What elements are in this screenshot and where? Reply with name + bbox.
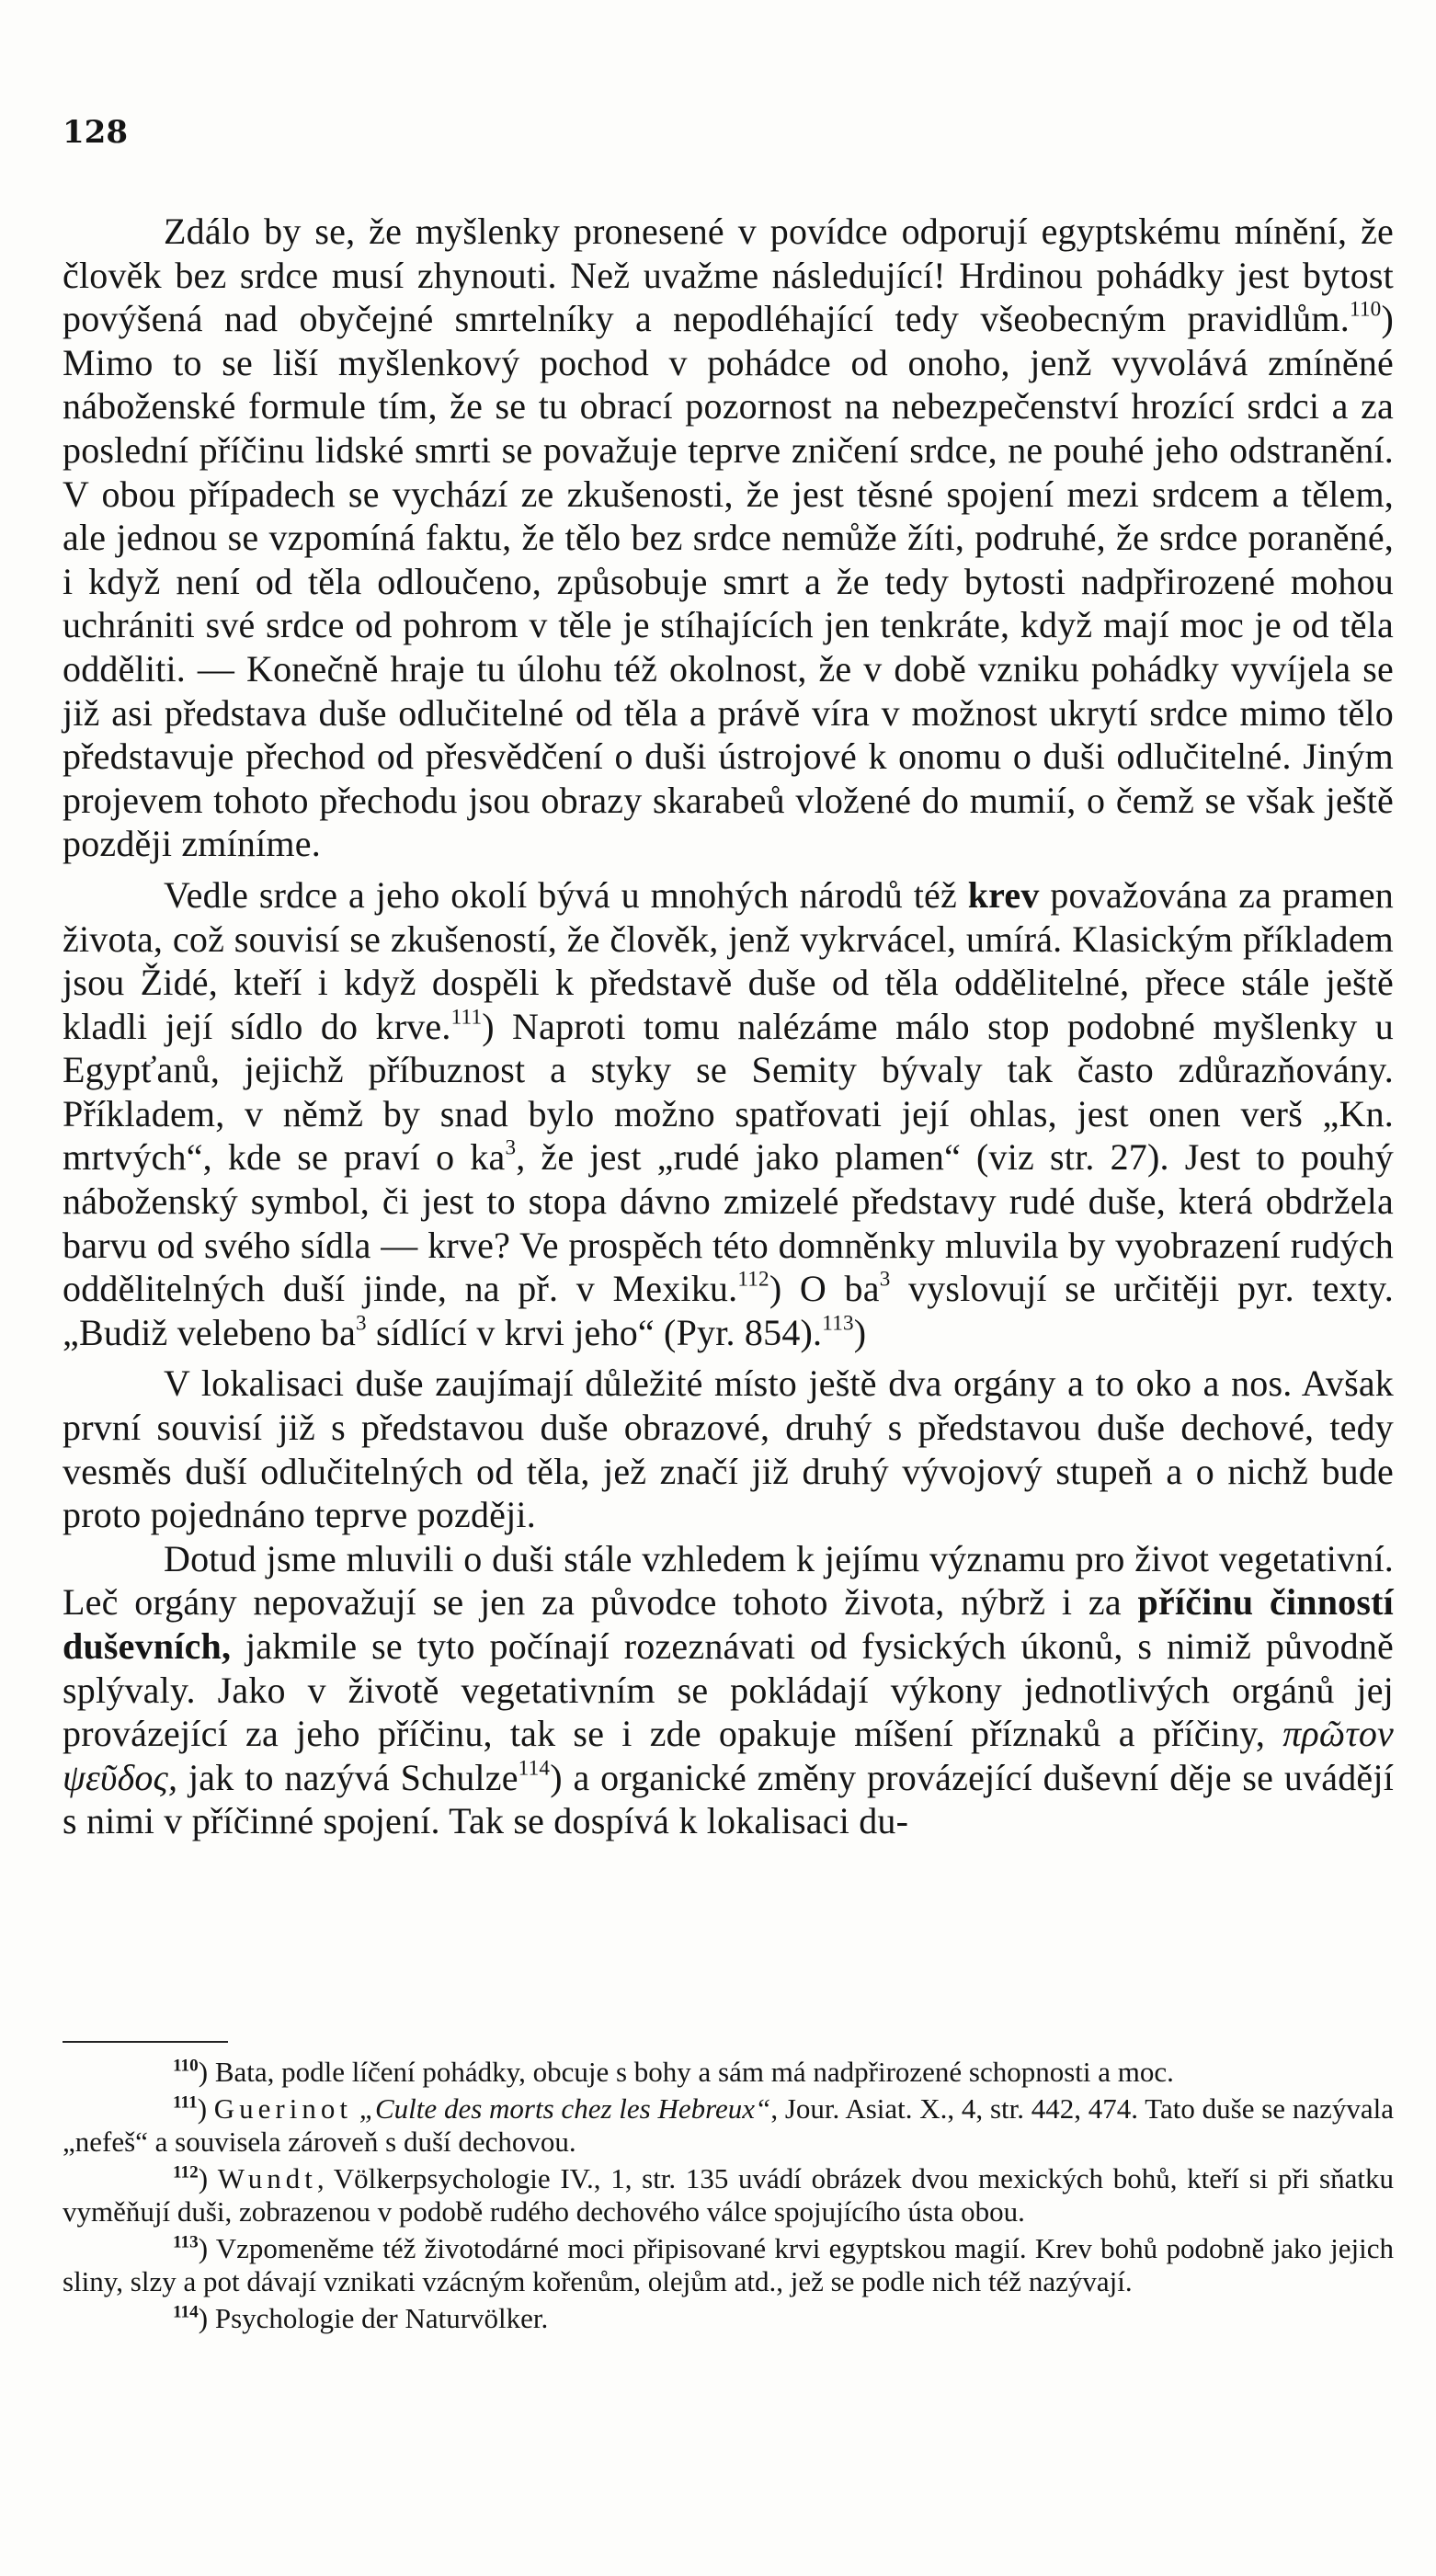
footnote-title: „Culte des morts chez les Hebreux“ [359,2092,771,2125]
superscript-ba: 3 [879,1267,891,1292]
footnote-112 [63,2162,1394,2228]
paragraph-2-text-b: považována za pramen života, což souvisí se zkušeností, že člověk, jenž vykrvácel, umírá. Klasickým příkladem jsou Židé, kteří i když dospěli k představě duše od těla oddělitelné, přece stále ještě kladli její sídlo do krve. [63,873,1394,1047]
paragraph-2-text-g: sídlící v krvi jeho“ (Pyr. 854). [366,1311,823,1353]
paragraph-3: V lokalisaci duše zaujímají důležité místo ještě dva orgány a to oko a nos. Avšak první souvisí již s představou duše obrazové, druhý s představou duše dechové, tedy vesměs duší odlučitelných od těla, jež značí již druhý vývojový stupeň a o nichž bude proto pojednáno teprve později. [63,1362,1394,1536]
paragraph-1-text-a: Zdálo by se, že myšlenky pronesené v povídce odporují egyptskému mínění, že člověk bez srdce musí zhynouti. Než uvažme následující! Hrdinou pohádky jest bytost povýšená nad obyčejné smrtelníky a nepodléhající tedy všeobecným pravidlům. [63,211,1394,340]
footnote-114 [63,2302,1394,2335]
paragraph-2-text-h: ) [853,1311,867,1353]
emphasis-pricinu: příčinu činností duševních, [63,1581,1394,1667]
superscript-ba-2: 3 [356,1311,367,1336]
footnote-110 [63,2056,1394,2089]
footnote-marker: 110 [173,2056,199,2076]
page-number: 128 [63,114,128,151]
footnote-marker: 111 [173,2092,198,2113]
footnote-text: ) Vzpomeněme též životodárné moci připisované krvi egyptskou magií. Krev bohů podobně jako jejich sliny, slzy a pot dávají vznikati vzácným kořenům, olejům atd., jež se podle nich též nazývají. [63,2232,1394,2297]
paragraph-2-text-a: Vedle srdce a jeho okolí bývá u mnohých národů též [164,873,968,916]
superscript-ka: 3 [505,1135,517,1160]
footnote-text: ) Bata, podle líčení pohádky, obcuje s bohy a sám má nadpřirozené schopnosti a moc. [198,2056,1174,2088]
footnote-ref-112[interactable]: 112 [737,1267,769,1292]
paragraph-4-text-a: Dotud jsme mluvili o duši stále vzhledem k jejímu významu pro život vegetativní. Leč orgány nepovažují se jen za původce tohoto života, nýbrž i za [63,1537,1394,1624]
footnote-text: , Völkerpsychologie IV., 1, str. 135 uvádí obrázek dvou mexických bohů, kteří si při sňatku vyměňují duši, zobrazenou v podobě rudého dechového válce spojujícího ústa obou. [63,2162,1394,2228]
paragraph-2-text-e: ) O ba [769,1268,880,1310]
paragraph-4-text-c: jak to nazývá Schulze [177,1756,519,1798]
footnote-paren: ) [198,2162,218,2194]
paragraph-2 [63,873,1394,1355]
paragraph-1 [63,210,1394,866]
footnote-author: Wundt [217,2162,317,2194]
paragraph-2-text-c: ) Naproti tomu nalézáme málo stop podobné myšlenky u Egypťanů, jejichž příbuznost a styky se Semity bývaly tak často zdůrazňovány. Příkladem, v němž by snad bylo možno spatřovati její ohlas, jest onen verš „Kn. mrtvých“, kde se praví o ka [63,1005,1394,1179]
footnote-divider [63,2041,228,2043]
footnote-author: Guerinot [213,2092,352,2125]
paragraph-4-text-b: jakmile se tyto počínají rozeznávati od fysických úkonů, s nimiž původně splývaly. Jako v životě vegetativním se pokládají výkony jednotlivých orgánů jej provázející za jeho příčinu, tak se i zde opakuje míšení příznaků a příčiny, [63,1625,1394,1755]
paragraph-4-text-d: ) a organické změny provázející duševní děje se uvádějí s nimi v příčinné spojení. Tak se dospívá k lokalisaci du- [63,1756,1395,1842]
footnote-111 [63,2092,1394,2159]
emphasis-krev: krev [967,873,1040,916]
body-text [63,210,1394,1843]
footnote-marker: 113 [173,2232,199,2252]
footnote-marker: 114 [173,2302,199,2322]
footnote-113 [63,2232,1394,2298]
footnote-paren: ) [197,2092,214,2125]
footnotes [63,2056,1394,2339]
footnote-ref-110[interactable]: 110 [1349,297,1382,322]
footnote-ref-111[interactable]: 111 [450,1004,483,1029]
paragraph-4 [63,1537,1394,1843]
paragraph-2-text-f: vyslovují se určitěji pyr. texty. „Budiž velebeno ba [63,1268,1394,1353]
paragraph-2-text-d: , že jest „rudé jako plamen“ (viz str. 27). Jest to pouhý náboženský symbol, či jest to stopa dávno zmizelé představy rudé duše, která obdržela barvu od svého sídla — krve? Ve prospěch této domněnky mluvila by vyobrazení rudých oddělitelných duší jinde, na př. v Mexiku. [63,1136,1394,1310]
greek-phrase: πρῶτον ψεῦδος, [63,1713,1394,1798]
footnote-ref-113[interactable]: 113 [822,1311,854,1336]
paragraph-1-text-b: ) Mimo to se liší myšlenkový pochod v pohádce od onoho, jenž vyvolává zmíněné náboženské formule tím, že se tu obrací pozornost na nebezpečenství hrozící srdci a za poslední příčinu lidské smrti se považuje teprve zničení srdce, ne pouhé jeho odstranění. V obou případech se vychází ze zkušenosti, že jest těsné spojení mezi srdcem a tělem, ale jednou se vzpomíná faktu, že tělo bez srdce nemůže žíti, podruhé, že srdce poraněné, i když není od těla odloučeno, způsobuje smrt a že tedy bytosti nadpřirozené mohou uchrániti své srdce od pohrom v těle je stíhajících jen tenkráte, když mají moc je od těla odděliti. — Konečně hraje tu úlohu též okolnost, že v době vzniku pohádky vyvíjela se již asi představa duše odlučitelné od těla a právě víra v možnost ukrytí srdce mimo tělo představuje přechod od přesvědčení o duši ústrojové k onomu o duši odlučitelné. Jiným projevem tohoto přechodu jsou obrazy skarabeů vložené do mumií, o čemž se však ještě později zmíníme. [63,298,1394,865]
footnote-text: , Jour. Asiat. X., 4, str. 442, 474. Tato duše se nazývala „nefeš“ a souvisela zároveň s duší dechovou. [63,2092,1394,2158]
footnote-text: ) Psychologie der Naturvölker. [198,2302,549,2334]
footnote-marker: 112 [173,2162,199,2183]
footnote-ref-114[interactable]: 114 [518,1756,551,1781]
